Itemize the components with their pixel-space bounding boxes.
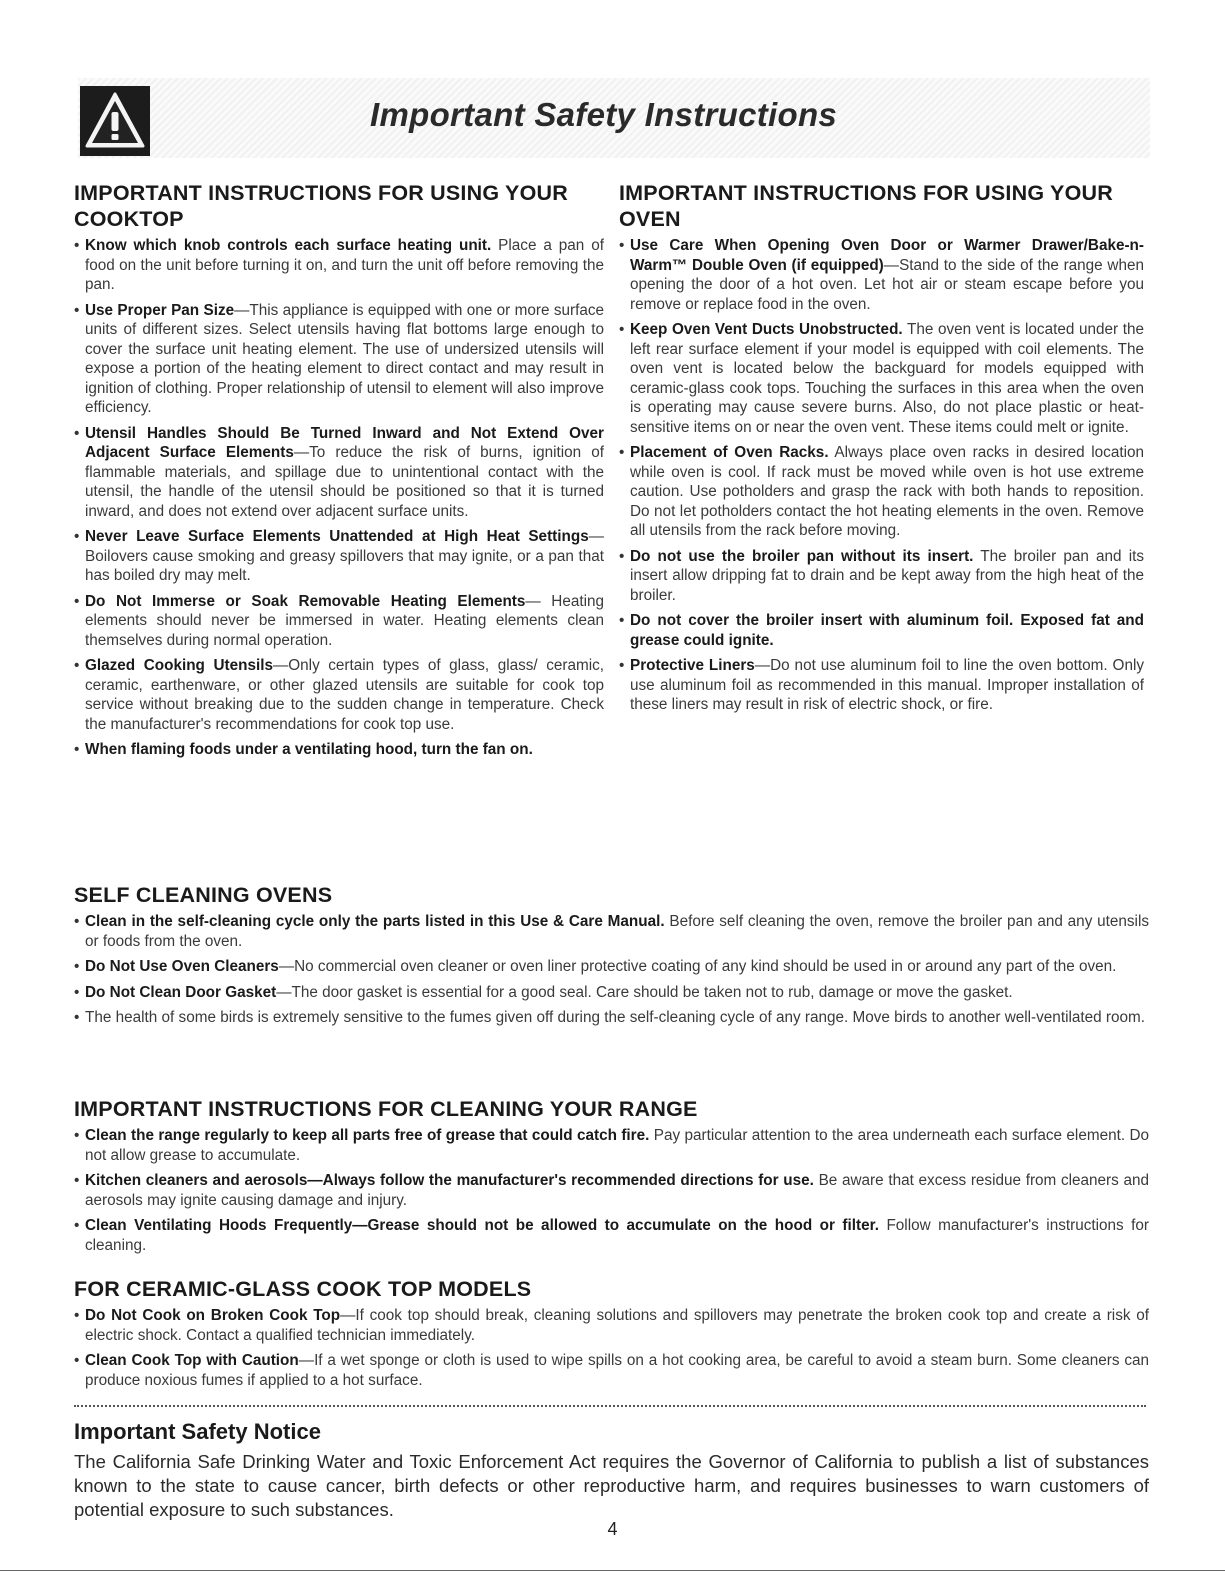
list-item: • Do Not Immerse or Soak Removable Heating Elements— Heating elements should never be immersed in water. Heating elements clean themselves during normal operation. — [74, 592, 604, 651]
list-item: • Clean Ventilating Hoods Frequently—Grease should not be allowed to accumulate on the hood or filter. Follow manufacturer's instructions for cleaning. — [74, 1216, 1149, 1255]
cleaning-range-heading: IMPORTANT INSTRUCTIONS FOR CLEANING YOUR RANGE — [74, 1097, 698, 1121]
list-item: • Do not use the broiler pan without its insert. The broiler pan and its insert allow dripping fat to drain and be kept away from the high heat of the broiler. — [619, 547, 1144, 606]
list-item: • Placement of Oven Racks. Always place oven racks in desired location while oven is cool. If rack must be moved while oven is hot use extreme caution. Use potholders and grasp the rack with both hands to reposition. Do not let potholders contact the hot heating elements in the oven. Remove all utensils from the rack before moving. — [619, 443, 1144, 541]
list-item: • Utensil Handles Should Be Turned Inward and Not Extend Over Adjacent Surface Elements—To reduce the risk of burns, ignition of flammable materials, and spillage due to unintentional contact with the utensil, the handle of the utensil should be positioned so that it is turned inward, and does not extend over adjacent surface units. — [74, 424, 604, 522]
list-item: • Do Not Use Oven Cleaners—No commercial oven cleaner or oven liner protective coating of any kind should be used in or around any part of the oven. — [74, 957, 1149, 977]
list-item: • Protective Liners—Do not use aluminum foil to line the oven bottom. Only use aluminum foil as recommended in this manual. Improper installation of these liners may result in risk of electric shock, or fire. — [619, 656, 1144, 715]
oven-list — [619, 236, 1144, 715]
notice-heading: Important Safety Notice — [74, 1419, 321, 1444]
list-item: • Kitchen cleaners and aerosols—Always follow the manufacturer's recommended directions for use. Be aware that excess residue from cleaners and aerosols may ignite causing damage and injury. — [74, 1171, 1149, 1210]
safety-notice — [74, 1418, 1149, 1522]
cooktop-list — [74, 236, 604, 760]
list-item: • Do Not Cook on Broken Cook Top—If cook top should break, cleaning solutions and spillovers may penetrate the broken cook top and create a risk of electric shock. Contact a qualified technician immediately. — [74, 1306, 1149, 1345]
list-item: • Clean in the self-cleaning cycle only the parts listed in this Use & Care Manual. Before self cleaning the oven, remove the broiler pan and any utensils or foods from the oven. — [74, 912, 1149, 951]
cleaning-range-list — [74, 1126, 1149, 1255]
cleaning-range-section — [74, 1096, 1149, 1261]
oven-heading: IMPORTANT INSTRUCTIONS FOR USING YOUR OVEN — [619, 181, 1113, 231]
page-number: 4 — [607, 1519, 618, 1539]
list-item: • Use Care When Opening Oven Door or Warmer Drawer/Bake-n-Warm™ Double Oven (if equipped)—Stand to the side of the range when opening the door of a hot oven. Let hot air or steam escape before you remove or replace food in the oven. — [619, 236, 1144, 314]
list-item: • Use Proper Pan Size—This appliance is equipped with one or more surface units of different sizes. Select utensils having flat bottoms large enough to cover the surface unit heating element. The use of undersized utensils will expose a portion of the heating element to direct contact and may result in ignition of clothing. Proper relationship of utensil to element will also improve efficiency. — [74, 301, 604, 418]
self-cleaning-section — [74, 882, 1149, 1034]
list-item: • Glazed Cooking Utensils—Only certain types of glass, glass/ ceramic, ceramic, earthenware, or other glazed utensils are suitable for cook top service without breaking due to the sudden change in temperature. Check the manufacturer's recommendations for cook top use. — [74, 656, 604, 734]
ceramic-glass-heading: FOR CERAMIC-GLASS COOK TOP MODELS — [74, 1277, 532, 1301]
list-item: • When flaming foods under a ventilating hood, turn the fan on. — [74, 740, 604, 760]
list-item: • Clean the range regularly to keep all parts free of grease that could catch fire. Pay particular attention to the area underneath each surface element. Do not allow grease to accumulate. — [74, 1126, 1149, 1165]
ceramic-glass-section — [74, 1276, 1149, 1396]
oven-section — [619, 180, 1144, 721]
cooktop-heading: IMPORTANT INSTRUCTIONS FOR USING YOUR COOKTOP — [74, 181, 568, 231]
ceramic-glass-list — [74, 1306, 1149, 1390]
list-item: • Never Leave Surface Elements Unattended at High Heat Settings—Boilovers cause smoking and greasy spillovers that may ignite, or a pan that has boiled dry may melt. — [74, 527, 604, 586]
page-title: Important Safety Instructions — [370, 96, 838, 133]
list-item: • Know which knob controls each surface heating unit. Place a pan of food on the unit before turning it on, and turn the unit off before removing the pan. — [74, 236, 604, 295]
list-item: • The health of some birds is extremely sensitive to the fumes given off during the self-cleaning cycle of any range. Move birds to another well-ventilated room. — [74, 1008, 1149, 1028]
list-item: • Keep Oven Vent Ducts Unobstructed. The oven vent is located under the left rear surface element if your model is equipped with coil elements. The oven vent is located below the backguard for models equipped with ceramic-glass cook tops. Touching the surfaces in this area when the oven is operating may cause severe burns. Also, do not place plastic or heat-sensitive items on or near the oven vent. These items could melt or ignite. — [619, 320, 1144, 437]
section-divider — [74, 1405, 1146, 1407]
notice-text: The California Safe Drinking Water and Toxic Enforcement Act requires the Governor of California to publish a list of substances known to the state to cause cancer, birth defects or other reproductive harm, and requires businesses to warn customers of potential exposure to such substances. — [74, 1451, 1149, 1520]
list-item: • Clean Cook Top with Caution—If a wet sponge or cloth is used to wipe spills on a hot cooking area, be careful to avoid a steam burn. Some cleaners can produce noxious fumes if applied to a hot surface. — [74, 1351, 1149, 1390]
bottom-divider — [0, 1570, 1225, 1571]
warning-triangle-icon — [80, 86, 150, 156]
self-cleaning-list — [74, 912, 1149, 1028]
list-item: • Do not cover the broiler insert with aluminum foil. Exposed fat and grease could ignite. — [619, 611, 1144, 650]
cooktop-section — [74, 180, 604, 766]
list-item: • Do Not Clean Door Gasket—The door gasket is essential for a good seal. Care should be taken not to rub, damage or move the gasket. — [74, 983, 1149, 1003]
self-cleaning-heading: SELF CLEANING OVENS — [74, 883, 333, 907]
